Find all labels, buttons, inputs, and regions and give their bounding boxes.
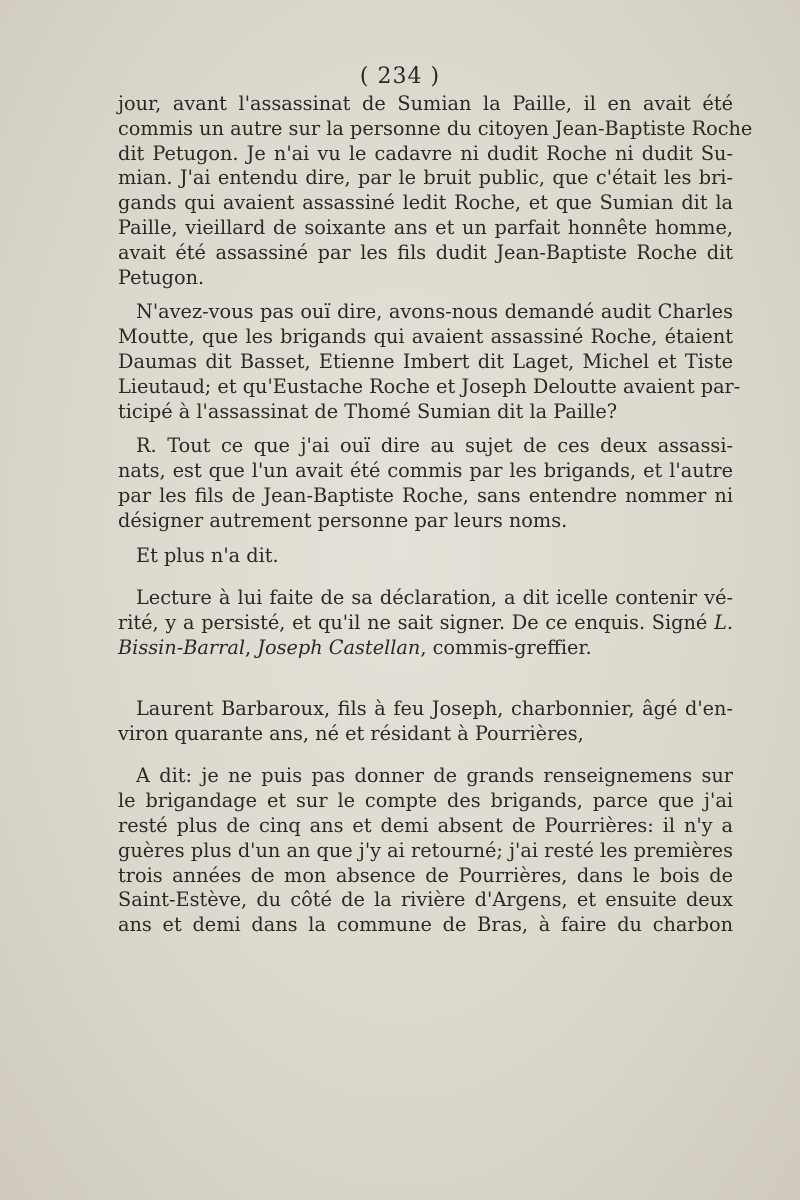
text-line: Moutte, que les brigands qui avaient assassiné Roche, étaient: [118, 325, 733, 349]
signature-name-1: Bissin-Barral: [118, 635, 245, 659]
text-line: Saint-Estève, du côté de la rivière d'Argens, et ensuite deux: [118, 888, 733, 912]
text-line: resté plus de cinq ans et demi absent de Pourrières: il n'y a: [118, 813, 733, 837]
text-line: Et plus n'a dit.: [136, 543, 279, 567]
paragraph-2: [118, 300, 741, 424]
text-line: par les fils de Jean-Baptiste Roche, sans entendre nommer ni: [118, 483, 733, 507]
text-line: commis un autre sur la personne du citoyen Jean-Baptiste Roche: [118, 116, 753, 140]
text-line: N'avez-vous pas ouï dire, avons-nous demandé audit Charles: [136, 300, 733, 324]
text-line: Daumas dit Basset, Etienne Imbert dit Laget, Michel et Tiste: [118, 349, 733, 373]
text-line: dit Petugon. Je n'ai vu le cadavre ni dudit Roche ni dudit Su-: [118, 141, 733, 165]
text-line: nats, est que l'un avait été commis par les brigands, et l'autre: [118, 459, 733, 483]
text-line: Paille, vieillard de soixante ans et un parfait honnête homme,: [118, 215, 733, 239]
text-line: viron quarante ans, né et résidant à Pourrières,: [118, 721, 584, 745]
signature-name-2: Joseph Castellan: [257, 635, 421, 659]
text-line: R. Tout ce que j'ai ouï dire au sujet de ces deux assassi-: [136, 434, 733, 458]
signature-initial: L.: [714, 611, 733, 635]
text-line: [118, 611, 733, 636]
text-line: avait été assassiné par les fils dudit Jean-Baptiste Roche dit: [118, 240, 733, 264]
text-line: Petugon.: [118, 265, 205, 289]
text-line: Laurent Barbaroux, fils à feu Joseph, charbonnier, âgé d'en-: [136, 696, 733, 720]
page-number: ( 234 ): [359, 64, 441, 89]
text-line: A dit: je ne puis pas donner de grands renseignemens sur: [136, 764, 733, 788]
text-line: ans et demi dans la commune de Bras, à faire du charbon: [118, 913, 733, 937]
text-line: Lieutaud; et qu'Eustache Roche et Joseph Deloutte avaient par-: [118, 374, 741, 398]
paragraph-4: [118, 544, 733, 569]
paragraph-1: [118, 92, 753, 290]
text-line: trois années de mon absence de Pourrières, dans le bois de: [118, 863, 733, 887]
text-line: jour, avant l'assassinat de Sumian la Paille, il en avait été: [118, 92, 733, 115]
paragraph-6: [118, 697, 733, 747]
signature-line: Bissin-Barral, Joseph Castellan, commis-greffier.: [118, 635, 592, 659]
signature-role: commis-greffier.: [432, 635, 592, 659]
text-line: Lecture à lui faite de sa déclaration, a dit icelle contenir vé-: [136, 586, 733, 610]
text-line: le brigandage et sur le compte des brigands, parce que j'ai: [118, 789, 733, 813]
text-fragment: rité, y a persisté, et qu'il ne sait signer. De ce enquis. Signé: [118, 611, 708, 635]
text-line: gands qui avaient assassiné ledit Roche, et que Sumian dit la: [118, 191, 733, 215]
body-text: [118, 92, 753, 938]
text-line: guères plus d'un an que j'y ai retourné; j'ai resté les premières: [118, 838, 733, 862]
paragraph-5: [118, 586, 733, 660]
paragraph-3: [118, 434, 733, 533]
text-line: désigner autrement personne par leurs noms.: [118, 508, 568, 532]
paragraph-7: [118, 764, 733, 938]
text-line: ticipé à l'assassinat de Thomé Sumian dit la Paille?: [118, 399, 618, 423]
text-line: mian. J'ai entendu dire, par le bruit public, que c'était les bri-: [118, 166, 733, 190]
